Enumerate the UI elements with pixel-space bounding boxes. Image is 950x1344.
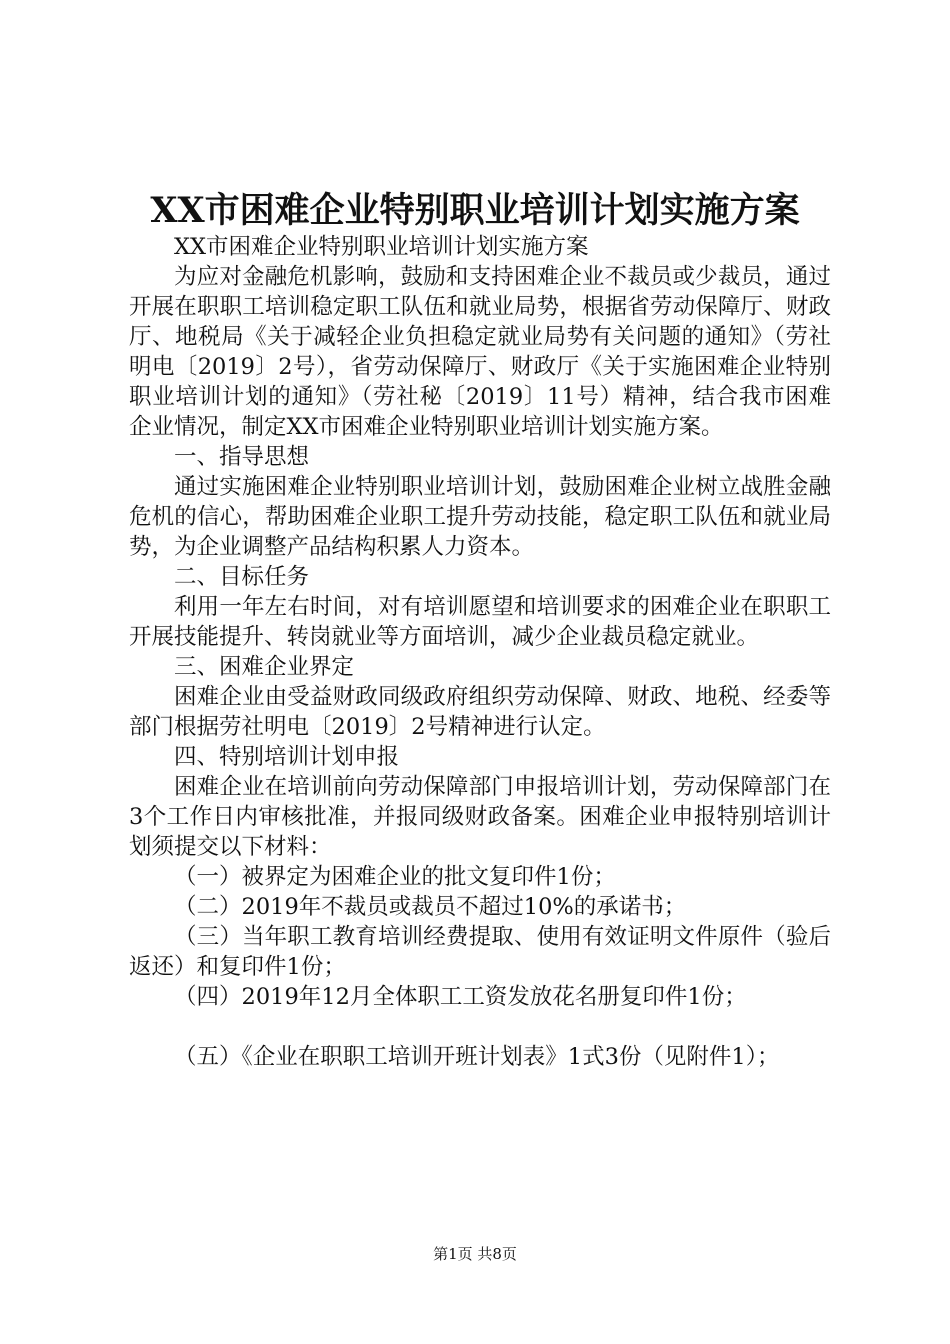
application-paragraph: 困难企业在培训前向劳动保障部门申报培训计划，劳动保障部门在3个工作日内审核批准，并报同级财政备案。困难企业申报特别培训计划须提交以下材料：: [129, 774, 831, 860]
page-title: XX市困难企业特别职业培训计划实施方案: [150, 190, 800, 231]
section-heading-guiding-ideology: 一、指导思想: [174, 444, 310, 470]
section-heading-goals: 二、目标任务: [174, 564, 310, 590]
list-item: （四）2019年12月全体职工工资发放花名册复印件1份；: [174, 984, 747, 1010]
guiding-ideology-paragraph: 通过实施困难企业特别职业培训计划，鼓励困难企业树立战胜金融危机的信心，帮助困难企业职工提升劳动技能，稳定职工队伍和就业局势，为企业调整产品结构积累人力资本。: [129, 474, 831, 560]
list-item: （五）《企业在职职工培训开班计划表》1式3份（见附件1）；: [174, 1044, 780, 1070]
intro-paragraph: 为应对金融危机影响，鼓励和支持困难企业不裁员或少裁员，通过开展在职职工培训稳定职工队伍和就业局势，根据省劳动保障厅、财政厅、地税局《关于减轻企业负担稳定就业局势有关问题的通知》（劳社明电〔2019〕2号），省劳动保障厅、财政厅《关于实施困难企业特别职业培训计划的通知》（劳社秘〔2019〕11号）精神，结合我市困难企业情况，制定XX市困难企业特别职业培训计划实施方案。: [129, 264, 831, 440]
section-heading-application: 四、特别培训计划申报: [174, 744, 400, 770]
section-heading-definition: 三、困难企业界定: [174, 654, 355, 680]
document-body: [129, 232, 831, 1072]
definition-paragraph: 困难企业由受益财政同级政府组织劳动保障、财政、地税、经委等部门根据劳社明电〔2019〕2号精神进行认定。: [129, 684, 831, 740]
subtitle-paragraph: XX市困难企业特别职业培训计划实施方案: [174, 234, 589, 260]
list-item: （三）当年职工教育培训经费提取、使用有效证明文件原件（验后返还）和复印件1份；: [129, 924, 831, 980]
page-footer: 第1页 共8页: [433, 1245, 517, 1263]
list-item: （一）被界定为困难企业的批文复印件1份；: [174, 864, 616, 890]
list-item: （二）2019年不裁员或裁员不超过10%的承诺书；: [174, 894, 687, 920]
goals-paragraph: 利用一年左右时间，对有培训愿望和培训要求的困难企业在职职工开展技能提升、转岗就业等方面培训，减少企业裁员稳定就业。: [129, 594, 831, 650]
